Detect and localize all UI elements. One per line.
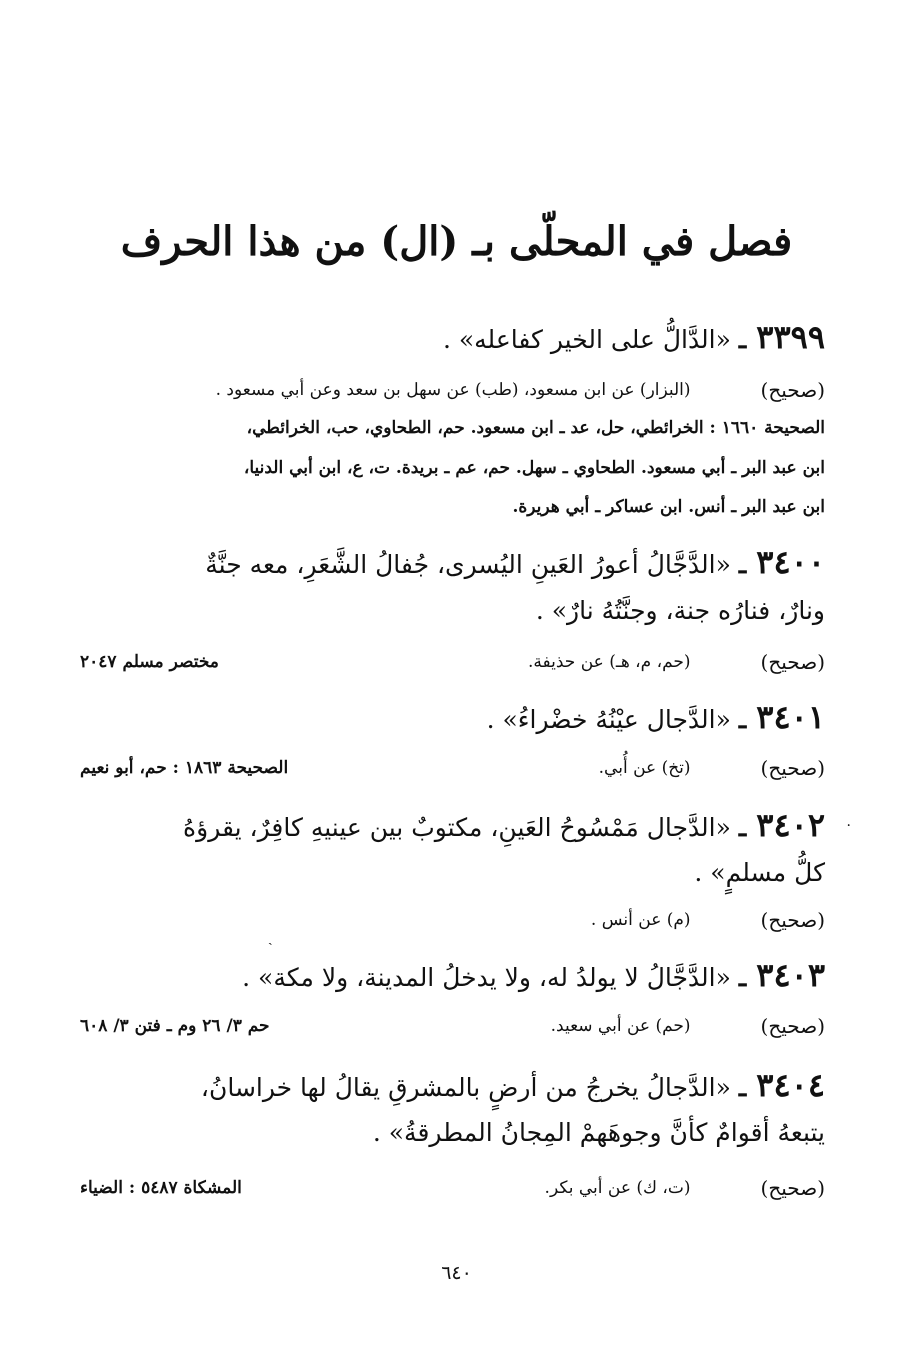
hadith-dash: ـ (738, 963, 747, 992)
hadith-text: «الدَّالُّ على الخير كفاعله» . (442, 325, 731, 354)
reference-line: ابن عبد البر ـ أبي مسعود. الطحاوي ـ سهل. حم، عم ـ بريدة. ت، ع، ابن أبي الدنيا، (243, 458, 825, 478)
print-mark: ˏ (268, 930, 273, 946)
hadith-3402 (80, 806, 825, 844)
reference-text: مختصر مسلم ٢٠٤٧ (80, 652, 219, 672)
hadith-number: ٣٤٠٤ (756, 1066, 825, 1104)
grade-label: (صحيح) (760, 650, 825, 674)
hadith-number: ٣٤٠٢ (756, 806, 825, 844)
grade-label: (صحيح) (760, 756, 825, 780)
hadith-dash: ـ (738, 550, 747, 579)
source-text: (البزار) عن ابن مسعود، (طب) عن سهل بن سعد وعن أبي مسعود . (215, 380, 691, 400)
source-line-3403 (80, 1014, 825, 1038)
hadith-text: «الدَّجال مَمْسُوحُ العَينِ، مكتوبٌ بين عينيهِ كافِرٌ، يقرؤهُ (183, 813, 731, 842)
hadith-dash: ـ (738, 813, 747, 842)
hadith-3403 (80, 956, 825, 994)
hadith-3399 (80, 318, 825, 356)
page-number: ٦٤٠ (441, 1262, 472, 1284)
reference-line: ابن عبد البر ـ أنس. ابن عساكر ـ أبي هريرة. (512, 497, 825, 517)
source-text: (م) عن أنس . (590, 910, 691, 930)
hadith-text: «الدَّجَّالُ لا يولدُ له، ولا يدخلُ المدينة، ولا مكة» . (242, 963, 731, 992)
grade-label: (صحيح) (760, 908, 825, 932)
hadith-dash: ـ (738, 1073, 747, 1102)
hadith-text-continued: ونارٌ، فنارُه جنة، وجنَّتُهُ نارٌ» . (535, 596, 825, 625)
hadith-number: ٣٤٠١ (756, 698, 825, 736)
hadith-dash: ـ (738, 325, 747, 354)
hadith-dash: ـ (738, 705, 747, 734)
source-line-3404 (80, 1176, 825, 1200)
grade-label: (صحيح) (760, 1014, 825, 1038)
hadith-3401 (80, 698, 825, 736)
hadith-text: «الدَّجَّالُ أعورُ العَينِ اليُسرى، جُفالُ الشَّعَرِ، معه جنَّةٌ (205, 550, 731, 579)
hadith-3404 (80, 1066, 825, 1104)
source-text: (ت، ك) عن أبي بكر. (544, 1178, 691, 1198)
source-line-3399 (80, 378, 825, 402)
grade-label: (صحيح) (760, 1176, 825, 1200)
source-line-3400 (80, 650, 825, 674)
hadith-text: «الدَّجال عيْنُهُ خضْراءُ» . (486, 705, 731, 734)
grade-label: (صحيح) (760, 378, 825, 402)
hadith-text: «الدَّجالُ يخرجُ من أرضٍ بالمشرقِ يقالُ لها خراسانُ، (200, 1073, 731, 1102)
hadith-text-continued: كلُّ مسلمٍ» . (694, 858, 825, 887)
margin-mark: · (846, 818, 851, 834)
section-title: فصل في المحلّى بـ (ال) من هذا الحرف (120, 218, 793, 265)
source-line-3402 (80, 908, 825, 932)
reference-text: الصحيحة ١٨٦٣ : حم، أبو نعيم (80, 758, 289, 778)
hadith-3400 (80, 543, 825, 581)
source-text: (حم، م، هـ) عن حذيفة. (528, 652, 691, 672)
reference-text: حم ٣/ ٢٦ وم ـ فتن ٣/ ٦٠٨ (80, 1016, 270, 1036)
reference-text: المشكاة ٥٤٨٧ : الضياء (80, 1178, 242, 1198)
hadith-number: ٣٣٩٩ (756, 318, 825, 356)
source-text: (حم) عن أبي سعيد. (550, 1016, 691, 1036)
hadith-number: ٣٤٠٣ (756, 956, 825, 994)
hadith-number: ٣٤٠٠ (756, 543, 825, 581)
hadith-text-continued: يتبعهُ أقوامٌ كأنَّ وجوهَهمْ المِجانُ المطرقةُ» . (372, 1118, 825, 1147)
reference-line: الصحيحة ١٦٦٠ : الخرائطي، حل، عد ـ ابن مسعود. حم، الطحاوي، حب، الخرائطي، (246, 418, 825, 438)
source-line-3401 (80, 756, 825, 780)
source-text: (تخ) عن أُبي. (598, 758, 691, 778)
